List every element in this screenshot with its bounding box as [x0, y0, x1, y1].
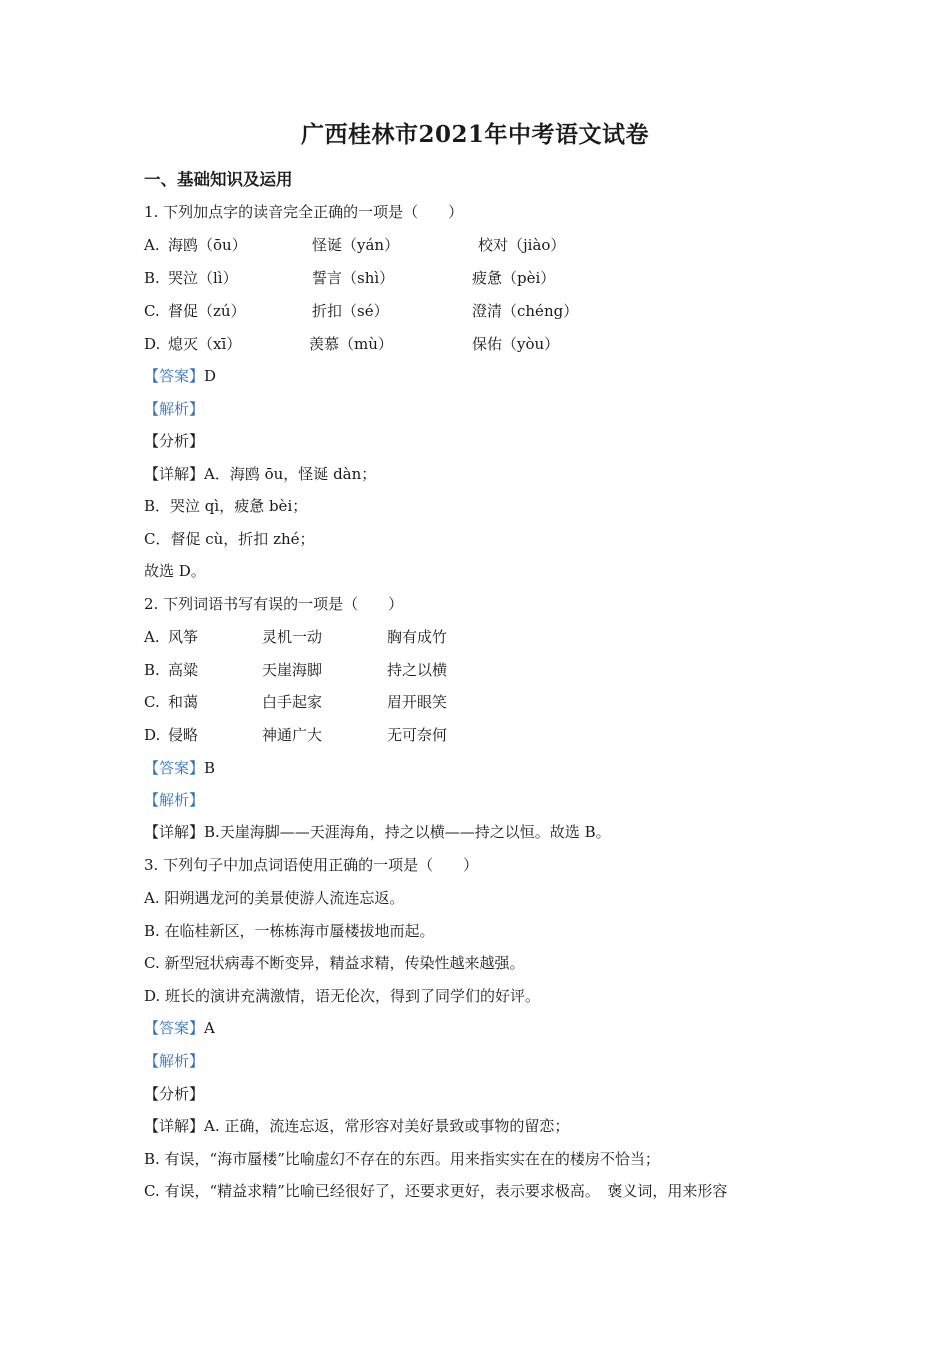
answer-tag: 【答案】 [144, 367, 205, 385]
option-item: 风筝 [168, 628, 199, 646]
option-item: 折扣（sé） [312, 302, 389, 320]
option-item: 怪诞（yán） [312, 236, 400, 254]
detail-text: A．海鸥 ōu，怪诞 dàn； [204, 465, 377, 483]
option-letter: D. [144, 726, 161, 744]
option-item: 和蔼 [168, 693, 199, 711]
option-item: 澄清（chéng） [472, 302, 579, 320]
option-item: 侵略 [168, 726, 199, 744]
q1-detail-line: C．督促 cù，折扣 zhé； [144, 530, 315, 548]
analysis-tag: 【解析】 [144, 400, 205, 418]
q3-option-a: A. 阳朔遇龙河的美景使游人流连忘返。 [144, 889, 405, 907]
q2-answer [144, 758, 215, 778]
q3-detail-line: B. 有误，“海市蜃楼”比喻虚幻不存在的东西。用来指实实在在的楼房不恰当； [144, 1150, 660, 1168]
option-item: 高粱 [168, 661, 199, 679]
q1-stem: 1. 下列加点字的读音完全正确的一项是（ ） [144, 203, 464, 221]
q3-option-d: D. 班长的演讲充满激情，语无伦次，得到了同学们的好评。 [144, 987, 541, 1005]
detail-tag: 【详解】 [144, 1117, 205, 1135]
q1-detail-line: B．哭泣 qì，疲惫 bèi； [144, 497, 308, 515]
option-item: 眉开眼笑 [387, 693, 448, 711]
answer-tag: 【答案】 [144, 1019, 205, 1037]
option-item: 胸有成竹 [387, 628, 448, 646]
answer-value: A [204, 1019, 215, 1037]
analysis-tag: 【解析】 [144, 791, 205, 809]
option-item: 誓言（shì） [312, 269, 395, 287]
q1-detail [144, 464, 376, 484]
option-item: 熄灭（xī） [168, 335, 242, 353]
option-item: 哭泣（lì） [168, 269, 238, 287]
option-item: 天崖海脚 [262, 661, 323, 679]
q2-analysis [144, 790, 204, 810]
page-title: 广西桂林市2021年中考语文试卷 [300, 121, 649, 148]
q1-analysis [144, 399, 204, 419]
option-item: 校对（jiào） [478, 236, 566, 254]
q3-analysis [144, 1051, 204, 1071]
option-letter: B. [144, 269, 160, 287]
option-letter: B. [144, 661, 160, 679]
q3-fenxi: 【分析】 [144, 1085, 205, 1103]
q1-fenxi: 【分析】 [144, 432, 205, 450]
detail-text: A. 正确，流连忘返，常形容对美好景致或事物的留恋； [204, 1117, 570, 1135]
option-item: 持之以横 [387, 661, 448, 679]
option-letter: C. [144, 693, 160, 711]
q3-option-c: C. 新型冠状病毒不断变异，精益求精，传染性越来越强。 [144, 954, 525, 972]
option-letter: A. [144, 236, 160, 254]
q2-stem: 2. 下列词语书写有误的一项是（ ） [144, 595, 404, 613]
answer-value: B [204, 759, 216, 777]
option-item: 保佑（yòu） [472, 335, 560, 353]
option-item: 白手起家 [262, 693, 323, 711]
option-item: 督促（zú） [168, 302, 246, 320]
q1-answer [144, 366, 216, 386]
answer-tag: 【答案】 [144, 759, 205, 777]
option-letter: D. [144, 335, 161, 353]
section-heading: 一、基础知识及运用 [144, 170, 293, 189]
q3-option-b: B. 在临桂新区，一栋栋海市蜃楼拔地而起。 [144, 922, 435, 940]
option-letter: C. [144, 302, 160, 320]
option-item: 神通广大 [262, 726, 323, 744]
q3-stem: 3. 下列句子中加点词语使用正确的一项是（ ） [144, 856, 479, 874]
detail-tag: 【详解】 [144, 823, 205, 841]
q2-detail [144, 822, 611, 842]
option-item: 海鸥（ōu） [168, 236, 247, 254]
option-item: 无可奈何 [387, 726, 448, 744]
option-item: 灵机一动 [262, 628, 323, 646]
q3-answer [144, 1018, 215, 1038]
detail-tag: 【详解】 [144, 465, 205, 483]
answer-value: D [204, 367, 217, 385]
option-item: 羡慕（mù） [309, 335, 393, 353]
analysis-tag: 【解析】 [144, 1052, 205, 1070]
option-letter: A. [144, 628, 160, 646]
q3-detail-line: C. 有误，“精益求精”比喻已经很好了，还要求更好，表示要求极高。 褒义词，用来形容 [144, 1182, 728, 1200]
option-item: 疲惫（pèi） [472, 269, 556, 287]
detail-text: B.天崖海脚——天涯海角，持之以横——持之以恒。故选 B。 [204, 823, 611, 841]
q1-detail-line: 故选 D。 [144, 562, 206, 580]
q3-detail [144, 1116, 569, 1136]
